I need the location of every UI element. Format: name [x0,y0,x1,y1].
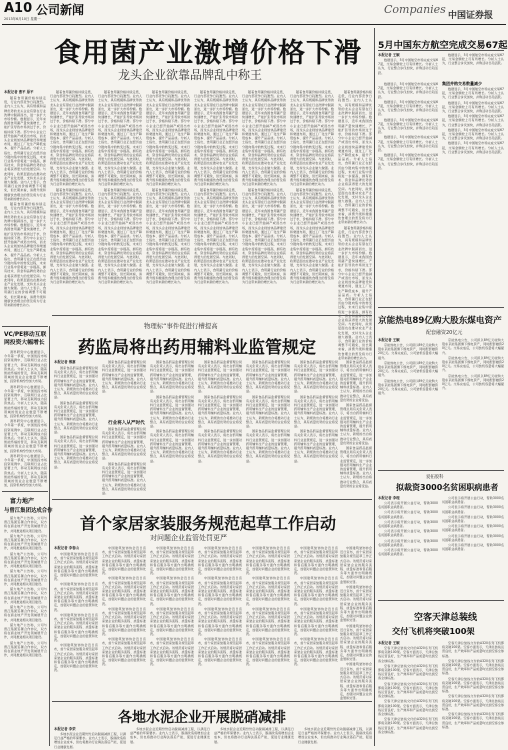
mid-body-col2b: 国家食品药品监督管理总局有关负责人表示，将出台药用辅料行业监管规定，进一步加强对药用辅料生产企业的监督管理，提升药用辅料质量标准。业内人士认为，新规的出台将推动行业整合，具有质量优势的企业将受益。 国家食品药品监督管理总局有关负责人表示，将出台药用辅料行业监管规定，进一步加强对药用辅料生产企业的监督管理，提升药用辅料质量标准。业内人士认为，新规的出台将推动行业整合，具有质量优势的企业将受益。 [102,427,146,496]
right-story2-body-b: 京能热电公告，公司拟以89亿元收购大股东京能集团旗下煤电资产，同时配套融资20亿元。交易完成后，公司装机容量将大幅提升。 京能热电公告，公司拟以89亿元收购大股东京能集团旗下煤电资产，同时配套融资20亿元。交易完成后，公司装机容量将大幅提升。 京能热电公告，公司拟以89亿元收购大股东京能集团旗下煤电资产，同时配套融资20亿元。交易完成后，公司装机容量将大幅提升。 [442,338,504,391]
left-col-rule [2,326,48,327]
mid-body-col4: 国家食品药品监督管理总局有关负责人表示，将出台药用辅料行业监管规定，进一步加强对药用辅料生产企业的监督管理，提升药用辅料质量标准。业内人士认为，新规的出台将推动行业整合，具有质量优势的企业将受益。 国家食品药品监督管理总局有关负责人表示，将出台药用辅料行业监管规定，进一步加强对药用辅料生产企业的监督管理，提升药用辅料质量标准。业内人士认为，新规的出台将推动行业整合，具有质量优势的企业将受益。 国家食品药品监督管理总局有关负责人表示，将出台药用辅料行业监管规定，进一步加强对药用辅料生产企业的监督管理，提升药用辅料质量标准。业内人士认为，新规的出台将推动行业整合，具有质量优势的企业将受益。 [198,360,242,463]
masthead-rule [2,24,506,25]
furn-rule-top [52,499,372,500]
cement-body-col4: 多地水泥企业近期纷纷启动脱硝减排工程，以满足日益严格的环保要求。业内人士表示，脱硝改造将增加企业成本，但也将推动行业淘汰落后产能，促进行业健康发展。 [298,727,372,744]
right-story1-rule [378,50,504,51]
furn-body-col5: 中国建筑装饰协会近日宣布，首个家居家装服务规范起草工作正式启动。该规范将对家居家装企业的服务流程、质量标准和售后服务等方面作出明确规定，加强对问题企业的监管和处罚。 中国建筑装饰协会近日宣布，首个家居家装服务规范起草工作正式启动。该规范将对家居家装企业的服务流程、质量标准和售后服务等方面作出明确规定，加强对问题企业的监管和处罚。 中国建筑装饰协会近日宣布，首个家居家装服务规范起草工作正式启动。该规范将对家居家装企业的服务流程、质量标准和售后服务等方面作出明确规定，加强对问题企业的监管和处罚。 中国建筑装饰协会近日宣布，首个家居家装服务规范起草工作正式启动。该规范将对家居家装企业的服务流程、质量标准和售后服务等方面作出明确规定，加强对问题企业的监管和处罚。 [246,546,290,667]
right-story1-section: 集团并购交易数量减少 [442,81,482,86]
right-story2-subtitle: 配套融资20亿元 [426,330,463,336]
right-story1-body-b: 数据显示，5月中国航空市场完成交易67起，交易金额较上月有所增长。分析人士认为，行业整合步伐加快，并购活动日趋活跃。 [442,53,504,66]
section-tag: Companies [384,3,446,16]
right-story3-kicker: 爱拓股科 [426,475,444,480]
cement-rule-top [52,701,372,702]
mid-body-col2: 国家食品药品监督管理总局有关负责人表示，将出台药用辅料行业监管规定，进一步加强对药用辅料生产企业的监督管理，提升药用辅料质量标准。业内人士认为，新规的出台将推动行业整合，具有质量优势的企业将受益。 [102,360,146,394]
mid-kicker: 物理标“事件促进行槽提高 [144,322,218,330]
right-story4-body-b: 空客天津总装线交付的A320系列飞机即将突破100架。空客方面表示，天津总装线运营良好，生产效率和产品质量均达到空客全球标准。 空客天津总装线交付的A320系列飞机即将突破100架。空客方面表示，天津总装线运营良好，生产效率和产品质量均达到空客全球标准。 空客天津总装线交付的A320系列飞机即将突破100架。空客方面表示，天津总装线运营良好，生产效率和产品质量均达到空客全球标准。 空客天津总装线交付的A320系列飞机即将突破100架。空客方面表示，天津总装线运营良好，生产效率和产品质量均达到空客全球标准。 空客天津总装线交付的A320系列飞机即将突破100架。空客方面表示，天津总装线运营良好，生产效率和产品质量均达到空客全球标准。 [442,641,504,729]
paper-name: 中国证券报 [448,11,494,21]
lead-subhead: 龙头企业欲靠品牌乱中称王 [118,68,263,82]
right-col-divider [374,28,375,746]
right-story3-rule-top [378,470,504,471]
furn-headline: 首个家居家装服务规范起草工作启动 [80,514,337,533]
lead-body-col5: 随着食用菌价格持续走低，行业内部竞争日趋激烈。业内人士认为，具有规模和品牌优势的龙头企业有望在行业洗牌中脱颖而出，进一步扩大市场份额。数据显示，近年来我国食用菌产量快速增长，产能扩张导致市场供过于求，价格持续下滑。部分中小企业已经开始减产或退出市场，而龙头企业则加快品牌建设和渠道布局，通过工厂化生产降低成本、提升产品品质。分析人士指出，食用菌行业正在经历由分散向集中的转变过程，未来行业集中度将进一步提高，拥有技术、资金和品牌优势的企业将获得更大的发展空间。与此同时，政策层面也在推动农业产业化发展，支持龙头企业做大做强。业内人士表示，食用菌行业的价格调整不可避免，但长期来看，消费升级和健康饮食理念的普及将为行业带来新的增长动力。 随着食用菌价格持续走低，行业内部竞争日趋激烈。业内人士认为，具有规模和品牌优势的龙头企业有望在行业洗牌中脱颖而出，进一步扩大市场份额。数据显示，近年来我国食用菌产量快速增长，产能扩张导致市场供过于求，价格持续下滑。部分中小企业已经开始减产或退出市场，而龙头企业则加快品牌建设和渠道布局，通过工厂化生产降低成本、提升产品品质。分析人士指出，食用菌行业正在经历由分散向集中的转变过程，未来行业集中度将进一步提高，拥有技术、资金和品牌优势的企业将获得更大的发展空间。与此同时，政策层面也在推动农业产业化发展，支持龙头企业做大做强。业内人士表示，食用菌行业的价格调整不可避免，但长期来看，消费升级和健康饮食理念的普及将为行业带来新的增长动力。 [194,90,238,285]
lead-headline: 食用菌产业激增价格下滑 [54,38,362,69]
mid-headline: 药监局将出药用辅料业监管规定 [78,338,316,358]
furn-subhead: 对问题企业监管处罚更严 [150,534,227,542]
cement-body-col3: 多地水泥企业近期纷纷启动脱硝减排工程，以满足日益严格的环保要求。业内人士表示，脱硝改造将增加企业成本，但也将推动行业淘汰落后产能，促进行业健康发展。 [214,727,294,744]
masthead [0,0,508,24]
right-story3-byline: 本报记者 李理 [378,496,400,500]
lead-body-col8: 随着食用菌价格持续走低，行业内部竞争日趋激烈。业内人士认为，具有规模和品牌优势的龙头企业有望在行业洗牌中脱颖而出，进一步扩大市场份额。数据显示，近年来我国食用菌产量快速增长，产能扩张导致市场供过于求，价格持续下滑。部分中小企业已经开始减产或退出市场，而龙头企业则加快品牌建设和渠道布局，通过工厂化生产降低成本、提升产品品质。分析人士指出，食用菌行业正在经历由分散向集中的转变过程，未来行业集中度将进一步提高，拥有技术、资金和品牌优势的企业将获得更大的发展空间。与此同时，政策层面也在推动农业产业化发展，支持龙头企业做大做强。业内人士表示，食用菌行业的价格调整不可避免，但长期来看，消费升级和健康饮食理念的普及将为行业带来新的增长动力。 随着食用菌价格持续走低，行业内部竞争日趋激烈。业内人士认为，具有规模和品牌优势的龙头企业有望在行业洗牌中脱颖而出，进一步扩大市场份额。数据显示，近年来我国食用菌产量快速增长，产能扩张导致市场供过于求，价格持续下滑。部分中小企业已经开始减产或退出市场，而龙头企业则加快品牌建设和渠道布局，通过工厂化生产降低成本、提升产品品质。分析人士指出，食用菌行业正在经历由分散向集中的转变过程，未来行业集中度将进一步提高，拥有技术、资金和品牌优势的企业将获得更大的发展空间。与此同时，政策层面也在推动农业产业化发展，支持龙头企业做大做强。业内人士表示，食用菌行业的价格调整不可避免，但长期来看，消费升级和健康饮食理念的普及将为行业带来新的增长动力。 [338,90,372,360]
vcpe-title: VC/PE移动互联网投资大幅增长 [4,332,47,346]
furn-body-col4: 中国建筑装饰协会近日宣布，首个家居家装服务规范起草工作正式启动。该规范将对家居家装企业的服务流程、质量标准和售后服务等方面作出明确规定，加强对问题企业的监管和处罚。 中国建筑装饰协会近日宣布，首个家居家装服务规范起草工作正式启动。该规范将对家居家装企业的服务流程、质量标准和售后服务等方面作出明确规定，加强对问题企业的监管和处罚。 中国建筑装饰协会近日宣布，首个家居家装服务规范起草工作正式启动。该规范将对家居家装企业的服务流程、质量标准和售后服务等方面作出明确规定，加强对问题企业的监管和处罚。 中国建筑装饰协会近日宣布，首个家居家装服务规范起草工作正式启动。该规范将对家居家装企业的服务流程、质量标准和售后服务等方面作出明确规定，加强对问题企业的监管和处罚。 [198,546,242,667]
furn-body-col1: 中国建筑装饰协会近日宣布，首个家居家装服务规范起草工作正式启动。该规范将对家居家装企业的服务流程、质量标准和售后服务等方面作出明确规定，加强对问题企业的监管和处罚。 中国建筑装饰协会近日宣布，首个家居家装服务规范起草工作正式启动。该规范将对家居家装企业的服务流程、质量标准和售后服务等方面作出明确规定，加强对问题企业的监管和处罚。 中国建筑装饰协会近日宣布，首个家居家装服务规范起草工作正式启动。该规范将对家居家装企业的服务流程、质量标准和售后服务等方面作出明确规定，加强对问题企业的监管和处罚。 中国建筑装饰协会近日宣布，首个家居家装服务规范起草工作正式启动。该规范将对家居家装企业的服务流程、质量标准和售后服务等方面作出明确规定，加强对问题企业的监管和处罚。 [54,552,98,673]
right-story1-title: 5月中国东方航空完成交易67起 [378,40,508,51]
cement-body-col1: 多地水泥企业近期纷纷启动脱硝减排工程，以满足日益严格的环保要求。业内人士表示，脱硝改造将增加企业成本，但也将推动行业淘汰落后产能，促进行业健康发展。 [54,732,126,749]
mid-byline: 本报记者 傅嘉 [54,360,76,364]
lead-body-col6: 随着食用菌价格持续走低，行业内部竞争日趋激烈。业内人士认为，具有规模和品牌优势的龙头企业有望在行业洗牌中脱颖而出，进一步扩大市场份额。数据显示，近年来我国食用菌产量快速增长，产能扩张导致市场供过于求，价格持续下滑。部分中小企业已经开始减产或退出市场，而龙头企业则加快品牌建设和渠道布局，通过工厂化生产降低成本、提升产品品质。分析人士指出，食用菌行业正在经历由分散向集中的转变过程，未来行业集中度将进一步提高，拥有技术、资金和品牌优势的企业将获得更大的发展空间。与此同时，政策层面也在推动农业产业化发展，支持龙头企业做大做强。业内人士表示，食用菌行业的价格调整不可避免，但长期来看，消费升级和健康饮食理念的普及将为行业带来新的增长动力。 随着食用菌价格持续走低，行业内部竞争日趋激烈。业内人士认为，具有规模和品牌优势的龙头企业有望在行业洗牌中脱颖而出，进一步扩大市场份额。数据显示，近年来我国食用菌产量快速增长，产能扩张导致市场供过于求，价格持续下滑。部分中小企业已经开始减产或退出市场，而龙头企业则加快品牌建设和渠道布局，通过工厂化生产降低成本、提升产品品质。分析人士指出，食用菌行业正在经历由分散向集中的转变过程，未来行业集中度将进一步提高，拥有技术、资金和品牌优势的企业将获得更大的发展空间。与此同时，政策层面也在推动农业产业化发展，支持龙头企业做大做强。业内人士表示，食用菌行业的价格调整不可避免，但长期来看，消费升级和健康饮食理念的普及将为行业带来新的增长动力。 [242,90,286,285]
right-story3-body-b: 公司表示将开展公益行动，帮助3000名贫困职业病患者。 公司表示将开展公益行动，帮助3000名贫困职业病患者。 公司表示将开展公益行动，帮助3000名贫困职业病患者。 公司表示将开展公益行动，帮助3000名贫困职业病患者。 公司表示将开展公益行动，帮助3000名贫困职业病患者。 公司表示将开展公益行动，帮助3000名贫困职业病患者。 [442,496,504,552]
right-story4-rule-top [378,600,504,601]
furn-body-col6: 中国建筑装饰协会近日宣布，首个家居家装服务规范起草工作正式启动。该规范将对家居家装企业的服务流程、质量标准和售后服务等方面作出明确规定，加强对问题企业的监管和处罚。 中国建筑装饰协会近日宣布，首个家居家装服务规范起草工作正式启动。该规范将对家居家装企业的服务流程、质量标准和售后服务等方面作出明确规定，加强对问题企业的监管和处罚。 中国建筑装饰协会近日宣布，首个家居家装服务规范起草工作正式启动。该规范将对家居家装企业的服务流程、质量标准和售后服务等方面作出明确规定，加强对问题企业的监管和处罚。 中国建筑装饰协会近日宣布，首个家居家装服务规范起草工作正式启动。该规范将对家居家装企业的服务流程、质量标准和售后服务等方面作出明确规定，加强对问题企业的监管和处罚。 [294,546,338,667]
mid-section-label: 行业将入从严时代 [108,421,145,426]
page-number: A10 [4,1,33,16]
mid-body-col5: 国家食品药品监督管理总局有关负责人表示，将出台药用辅料行业监管规定，进一步加强对药用辅料生产企业的监督管理，提升药用辅料质量标准。业内人士认为，新规的出台将推动行业整合，具有质量优势的企业将受益。 国家食品药品监督管理总局有关负责人表示，将出台药用辅料行业监管规定，进一步加强对药用辅料生产企业的监督管理，提升药用辅料质量标准。业内人士认为，新规的出台将推动行业整合，具有质量优势的企业将受益。 国家食品药品监督管理总局有关负责人表示，将出台药用辅料行业监管规定，进一步加强对药用辅料生产企业的监督管理，提升药用辅料质量标准。业内人士认为，新规的出台将推动行业整合，具有质量优势的企业将受益。 [246,360,290,463]
mid-body-col7: 国家食品药品监督管理总局有关负责人表示，将出台药用辅料行业监管规定，进一步加强对药用辅料生产企业的监督管理，提升药用辅料质量标准。业内人士认为，新规的出台将推动行业整合，具有质量优势的企业将受益。 国家食品药品监督管理总局有关负责人表示，将出台药用辅料行业监管规定，进一步加强对药用辅料生产企业的监督管理，提升药用辅料质量标准。业内人士认为，新规的出台将推动行业整合，具有质量优势的企业将受益。 国家食品药品监督管理总局有关负责人表示，将出台药用辅料行业监管规定，进一步加强对药用辅料生产企业的监督管理，提升药用辅料质量标准。业内人士认为，新规的出台将推动行业整合，具有质量优势的企业将受益。 [340,360,372,488]
right-story4-body-a: 空客天津总装线交付的A320系列飞机即将突破100架。空客方面表示，天津总装线运营良好，生产效率和产品质量均达到空客全球标准。 空客天津总装线交付的A320系列飞机即将突破100架。空客方面表示，天津总装线运营良好，生产效率和产品质量均达到空客全球标准。 空客天津总装线交付的A320系列飞机即将突破100架。空客方面表示，天津总装线运营良好，生产效率和产品质量均达到空客全球标准。 空客天津总装线交付的A320系列飞机即将突破100架。空客方面表示，天津总装线运营良好，生产效率和产品质量均达到空客全球标准。 空客天津总装线交付的A320系列飞机即将突破100架。空客方面表示，天津总装线运营良好，生产效率和产品质量均达到空客全球标准。 [378,646,438,734]
furn-body-col2: 中国建筑装饰协会近日宣布，首个家居家装服务规范起草工作正式启动。该规范将对家居家装企业的服务流程、质量标准和售后服务等方面作出明确规定，加强对问题企业的监管和处罚。 中国建筑装饰协会近日宣布，首个家居家装服务规范起草工作正式启动。该规范将对家居家装企业的服务流程、质量标准和售后服务等方面作出明确规定，加强对问题企业的监管和处罚。 中国建筑装饰协会近日宣布，首个家居家装服务规范起草工作正式启动。该规范将对家居家装企业的服务流程、质量标准和售后服务等方面作出明确规定，加强对问题企业的监管和处罚。 中国建筑装饰协会近日宣布，首个家居家装服务规范起草工作正式启动。该规范将对家居家装企业的服务流程、质量标准和售后服务等方面作出明确规定，加强对问题企业的监管和处罚。 [102,546,146,667]
right-story2-rule-top [378,307,504,308]
rf-subtitle: 与曾江集团达成合作 [4,508,53,514]
lead-body-col1: 随着食用菌价格持续走低，行业内部竞争日趋激烈。业内人士认为，具有规模和品牌优势的龙头企业有望在行业洗牌中脱颖而出，进一步扩大市场份额。数据显示，近年来我国食用菌产量快速增长，产能扩张导致市场供过于求，价格持续下滑。部分中小企业已经开始减产或退出市场，而龙头企业则加快品牌建设和渠道布局，通过工厂化生产降低成本、提升产品品质。分析人士指出，食用菌行业正在经历由分散向集中的转变过程，未来行业集中度将进一步提高，拥有技术、资金和品牌优势的企业将获得更大的发展空间。与此同时，政策层面也在推动农业产业化发展，支持龙头企业做大做强。业内人士表示，食用菌行业的价格调整不可避免，但长期来看，消费升级和健康饮食理念的普及将为行业带来新的增长动力。 随着食用菌价格持续走低，行业内部竞争日趋激烈。业内人士认为，具有规模和品牌优势的龙头企业有望在行业洗牌中脱颖而出，进一步扩大市场份额。数据显示，近年来我国食用菌产量快速增长，产能扩张导致市场供过于求，价格持续下滑。部分中小企业已经开始减产或退出市场，而龙头企业则加快品牌建设和渠道布局，通过工厂化生产降低成本、提升产品品质。分析人士指出，食用菌行业正在经历由分散向集中的转变过程，未来行业集中度将进一步提高，拥有技术、资金和品牌优势的企业将获得更大的发展空间。与此同时，政策层面也在推动农业产业化发展，支持龙头企业做大做强。业内人士表示，食用菌行业的价格调整不可避免，但长期来看，消费升级和健康饮食理念的普及将为行业带来新的增长动力。 [4,96,46,307]
lead-byline: 本报记者 曹平 原平 [4,90,34,94]
right-story4-subtitle: 交付飞机将突破100架 [392,626,475,636]
left-col-divider [49,326,50,746]
right-story4-byline: 本报记者 王颖 [378,641,400,645]
issue-date: 2013年6月10日 星期一 [4,17,41,21]
mid-rule-top [52,315,372,316]
furn-body-col3: 中国建筑装饰协会近日宣布，首个家居家装服务规范起草工作正式启动。该规范将对家居家装企业的服务流程、质量标准和售后服务等方面作出明确规定，加强对问题企业的监管和处罚。 中国建筑装饰协会近日宣布，首个家居家装服务规范起草工作正式启动。该规范将对家居家装企业的服务流程、质量标准和售后服务等方面作出明确规定，加强对问题企业的监管和处罚。 中国建筑装饰协会近日宣布，首个家居家装服务规范起草工作正式启动。该规范将对家居家装企业的服务流程、质量标准和售后服务等方面作出明确规定，加强对问题企业的监管和处罚。 中国建筑装饰协会近日宣布，首个家居家装服务规范起草工作正式启动。该规范将对家居家装企业的服务流程、质量标准和售后服务等方面作出明确规定，加强对问题企业的监管和处罚。 [150,546,194,667]
right-story1-body-a: 数据显示，5月中国航空市场完成交易67起，交易金额较上月有所增长。分析人士认为，行业整合步伐加快，并购活动日趋活跃。 [378,58,438,75]
right-story2-title: 京能热电89亿购大股东煤电资产 [378,316,502,326]
right-story1-body-c: 数据显示，5月中国航空市场完成交易67起，交易金额较上月有所增长。分析人士认为，行业整合步伐加快，并购活动日趋活跃。 数据显示，5月中国航空市场完成交易67起，交易金额较上月有所增长。分析人士认为，行业整合步伐加快，并购活动日趋活跃。 数据显示，5月中国航空市场完成交易67起，交易金额较上月有所增长。分析人士认为，行业整合步伐加快，并购活动日趋活跃。 数据显示，5月中国航空市场完成交易67起，交易金额较上月有所增长。分析人士认为，行业整合步伐加快，并购活动日趋活跃。 数据显示，5月中国航空市场完成交易67起，交易金额较上月有所增长。分析人士认为，行业整合步伐加快，并购活动日趋活跃。 [378,82,438,170]
rf-rule [2,491,48,492]
cement-body-col2: 多地水泥企业近期纷纷启动脱硝减排工程，以满足日益严格的环保要求。业内人士表示，脱硝改造将增加企业成本，但也将推动行业淘汰落后产能，促进行业健康发展。 [130,727,210,744]
cement-headline: 各地水泥企业开展脱硝减排 [118,710,286,726]
furn-byline: 本报记者 李春山 [54,546,79,550]
right-story2-body-a: 京能热电公告，公司拟以89亿元收购大股东京能集团旗下煤电资产，同时配套融资20亿元。交易完成后，公司装机容量将大幅提升。 京能热电公告，公司拟以89亿元收购大股东京能集团旗下煤电资产，同时配套融资20亿元。交易完成后，公司装机容量将大幅提升。 京能热电公告，公司拟以89亿元收购大股东京能集团旗下煤电资产，同时配套融资20亿元。交易完成后，公司装机容量将大幅提升。 [378,343,438,396]
rf-body: 富力地产公告称，公司与曾江集团签署合作协议，双方将在商业地产开发领域展开合作，共同推进相关项目建设。 富力地产公告称，公司与曾江集团签署合作协议，双方将在商业地产开发领域展开合作，共同推进相关项目建设。 富力地产公告称，公司与曾江集团签署合作协议，双方将在商业地产开发领域展开合作，共同推进相关项目建设。 富力地产公告称，公司与曾江集团签署合作协议，双方将在商业地产开发领域展开合作，共同推进相关项目建设。 富力地产公告称，公司与曾江集团签署合作协议，双方将在商业地产开发领域展开合作，共同推进相关项目建设。 富力地产公告称，公司与曾江集团签署合作协议，双方将在商业地产开发领域展开合作，共同推进相关项目建设。 富力地产公告称，公司与曾江集团签署合作协议，双方将在商业地产开发领域展开合作，共同推进相关项目建设。 富力地产公告称，公司与曾江集团签署合作协议，双方将在商业地产开发领域展开合作，共同推进相关项目建设。 [4,516,47,658]
rf-title: 富力地产 [10,498,35,505]
section-title: 公司新闻 [36,3,85,17]
lead-body-col2: 随着食用菌价格持续走低，行业内部竞争日趋激烈。业内人士认为，具有规模和品牌优势的龙头企业有望在行业洗牌中脱颖而出，进一步扩大市场份额。数据显示，近年来我国食用菌产量快速增长，产能扩张导致市场供过于求，价格持续下滑。部分中小企业已经开始减产或退出市场，而龙头企业则加快品牌建设和渠道布局，通过工厂化生产降低成本、提升产品品质。分析人士指出，食用菌行业正在经历由分散向集中的转变过程，未来行业集中度将进一步提高，拥有技术、资金和品牌优势的企业将获得更大的发展空间。与此同时，政策层面也在推动农业产业化发展，支持龙头企业做大做强。业内人士表示，食用菌行业的价格调整不可避免，但长期来看，消费升级和健康饮食理念的普及将为行业带来新的增长动力。 随着食用菌价格持续走低，行业内部竞争日趋激烈。业内人士认为，具有规模和品牌优势的龙头企业有望在行业洗牌中脱颖而出，进一步扩大市场份额。数据显示，近年来我国食用菌产量快速增长，产能扩张导致市场供过于求，价格持续下滑。部分中小企业已经开始减产或退出市场，而龙头企业则加快品牌建设和渠道布局，通过工厂化生产降低成本、提升产品品质。分析人士指出，食用菌行业正在经历由分散向集中的转变过程，未来行业集中度将进一步提高，拥有技术、资金和品牌优势的企业将获得更大的发展空间。与此同时，政策层面也在推动农业产业化发展，支持龙头企业做大做强。业内人士表示，食用菌行业的价格调整不可避免，但长期来看，消费升级和健康饮食理念的普及将为行业带来新的增长动力。 [50,90,94,285]
lead-body-col4: 随着食用菌价格持续走低，行业内部竞争日趋激烈。业内人士认为，具有规模和品牌优势的龙头企业有望在行业洗牌中脱颖而出，进一步扩大市场份额。数据显示，近年来我国食用菌产量快速增长，产能扩张导致市场供过于求，价格持续下滑。部分中小企业已经开始减产或退出市场，而龙头企业则加快品牌建设和渠道布局，通过工厂化生产降低成本、提升产品品质。分析人士指出，食用菌行业正在经历由分散向集中的转变过程，未来行业集中度将进一步提高，拥有技术、资金和品牌优势的企业将获得更大的发展空间。与此同时，政策层面也在推动农业产业化发展，支持龙头企业做大做强。业内人士表示，食用菌行业的价格调整不可避免，但长期来看，消费升级和健康饮食理念的普及将为行业带来新的增长动力。 随着食用菌价格持续走低，行业内部竞争日趋激烈。业内人士认为，具有规模和品牌优势的龙头企业有望在行业洗牌中脱颖而出，进一步扩大市场份额。数据显示，近年来我国食用菌产量快速增长，产能扩张导致市场供过于求，价格持续下滑。部分中小企业已经开始减产或退出市场，而龙头企业则加快品牌建设和渠道布局，通过工厂化生产降低成本、提升产品品质。分析人士指出，食用菌行业正在经历由分散向集中的转变过程，未来行业集中度将进一步提高，拥有技术、资金和品牌优势的企业将获得更大的发展空间。与此同时，政策层面也在推动农业产业化发展，支持龙头企业做大做强。业内人士表示，食用菌行业的价格调整不可避免，但长期来看，消费升级和健康饮食理念的普及将为行业带来新的增长动力。 [146,90,190,285]
mid-body-col1: 国家食品药品监督管理总局有关负责人表示，将出台药用辅料行业监管规定，进一步加强对药用辅料生产企业的监督管理，提升药用辅料质量标准。业内人士认为，新规的出台将推动行业整合，具有质量优势的企业将受益。 国家食品药品监督管理总局有关负责人表示，将出台药用辅料行业监管规定，进一步加强对药用辅料生产企业的监督管理，提升药用辅料质量标准。业内人士认为，新规的出台将推动行业整合，具有质量优势的企业将受益。 国家食品药品监督管理总局有关负责人表示，将出台药用辅料行业监管规定，进一步加强对药用辅料生产企业的监督管理，提升药用辅料质量标准。业内人士认为，新规的出台将推动行业整合，具有质量优势的企业将受益。 [54,366,98,469]
right-story2-byline: 本报记者 王颖 [378,338,400,342]
right-story1-body-d: 数据显示，5月中国航空市场完成交易67起，交易金额较上月有所增长。分析人士认为，行业整合步伐加快，并购活动日趋活跃。 数据显示，5月中国航空市场完成交易67起，交易金额较上月有所增长。分析人士认为，行业整合步伐加快，并购活动日趋活跃。 数据显示，5月中国航空市场完成交易67起，交易金额较上月有所增长。分析人士认为，行业整合步伐加快，并购活动日趋活跃。 数据显示，5月中国航空市场完成交易67起，交易金额较上月有所增长。分析人士认为，行业整合步伐加快，并购活动日趋活跃。 数据显示，5月中国航空市场完成交易67起，交易金额较上月有所增长。分析人士认为，行业整合步伐加快，并购活动日趋活跃。 [442,87,504,154]
right-story4-title: 空客天津总装线 [414,613,478,623]
lead-body-col7: 随着食用菌价格持续走低，行业内部竞争日趋激烈。业内人士认为，具有规模和品牌优势的龙头企业有望在行业洗牌中脱颖而出，进一步扩大市场份额。数据显示，近年来我国食用菌产量快速增长，产能扩张导致市场供过于求，价格持续下滑。部分中小企业已经开始减产或退出市场，而龙头企业则加快品牌建设和渠道布局，通过工厂化生产降低成本、提升产品品质。分析人士指出，食用菌行业正在经历由分散向集中的转变过程，未来行业集中度将进一步提高，拥有技术、资金和品牌优势的企业将获得更大的发展空间。与此同时，政策层面也在推动农业产业化发展，支持龙头企业做大做强。业内人士表示，食用菌行业的价格调整不可避免，但长期来看，消费升级和健康饮食理念的普及将为行业带来新的增长动力。 随着食用菌价格持续走低，行业内部竞争日趋激烈。业内人士认为，具有规模和品牌优势的龙头企业有望在行业洗牌中脱颖而出，进一步扩大市场份额。数据显示，近年来我国食用菌产量快速增长，产能扩张导致市场供过于求，价格持续下滑。部分中小企业已经开始减产或退出市场，而龙头企业则加快品牌建设和渠道布局，通过工厂化生产降低成本、提升产品品质。分析人士指出，食用菌行业正在经历由分散向集中的转变过程，未来行业集中度将进一步提高，拥有技术、资金和品牌优势的企业将获得更大的发展空间。与此同时，政策层面也在推动农业产业化发展，支持龙头企业做大做强。业内人士表示，食用菌行业的价格调整不可避免，但长期来看，消费升级和健康饮食理念的普及将为行业带来新的增长动力。 [290,90,334,285]
mid-body-col3: 国家食品药品监督管理总局有关负责人表示，将出台药用辅料行业监管规定，进一步加强对药用辅料生产企业的监督管理，提升药用辅料质量标准。业内人士认为，新规的出台将推动行业整合，具有质量优势的企业将受益。 国家食品药品监督管理总局有关负责人表示，将出台药用辅料行业监管规定，进一步加强对药用辅料生产企业的监督管理，提升药用辅料质量标准。业内人士认为，新规的出台将推动行业整合，具有质量优势的企业将受益。 国家食品药品监督管理总局有关负责人表示，将出台药用辅料行业监管规定，进一步加强对药用辅料生产企业的监督管理，提升药用辅料质量标准。业内人士认为，新规的出台将推动行业整合，具有质量优势的企业将受益。 [150,360,194,463]
vcpe-body: 清科研究中心数据显示，今年第一季度，中国创投市场投资案例中，互联网行业占比显著上升，移动互联网成为投资热点。分析人士认为，随着智能终端的普及，移动互联网领域的创业企业数量不断增加，投资机构纷纷加大布局。 清科研究中心数据显示，今年第一季度，中国创投市场投资案例中，互联网行业占比显著上升，移动互联网成为投资热点。分析人士认为，随着智能终端的普及，移动互联网领域的创业企业数量不断增加，投资机构纷纷加大布局。 清科研究中心数据显示，今年第一季度，中国创投市场投资案例中，互联网行业占比显著上升，移动互联网成为投资热点。分析人士认为，随着智能终端的普及，移动互联网领域的创业企业数量不断增加，投资机构纷纷加大布局。 清科研究中心数据显示，今年第一季度，中国创投市场投资案例中，互联网行业占比显著上升，移动互联网成为投资热点。分析人士认为，随着智能终端的普及，移动互联网领域的创业企业数量不断增加，投资机构纷纷加大布局。 [4,350,47,488]
lead-body-col3: 随着食用菌价格持续走低，行业内部竞争日趋激烈。业内人士认为，具有规模和品牌优势的龙头企业有望在行业洗牌中脱颖而出，进一步扩大市场份额。数据显示，近年来我国食用菌产量快速增长，产能扩张导致市场供过于求，价格持续下滑。部分中小企业已经开始减产或退出市场，而龙头企业则加快品牌建设和渠道布局，通过工厂化生产降低成本、提升产品品质。分析人士指出，食用菌行业正在经历由分散向集中的转变过程，未来行业集中度将进一步提高，拥有技术、资金和品牌优势的企业将获得更大的发展空间。与此同时，政策层面也在推动农业产业化发展，支持龙头企业做大做强。业内人士表示，食用菌行业的价格调整不可避免，但长期来看，消费升级和健康饮食理念的普及将为行业带来新的增长动力。 随着食用菌价格持续走低，行业内部竞争日趋激烈。业内人士认为，具有规模和品牌优势的龙头企业有望在行业洗牌中脱颖而出，进一步扩大市场份额。数据显示，近年来我国食用菌产量快速增长，产能扩张导致市场供过于求，价格持续下滑。部分中小企业已经开始减产或退出市场，而龙头企业则加快品牌建设和渠道布局，通过工厂化生产降低成本、提升产品品质。分析人士指出，食用菌行业正在经历由分散向集中的转变过程，未来行业集中度将进一步提高，拥有技术、资金和品牌优势的企业将获得更大的发展空间。与此同时，政策层面也在推动农业产业化发展，支持龙头企业做大做强。业内人士表示，食用菌行业的价格调整不可避免，但长期来看，消费升级和健康饮食理念的普及将为行业带来新的增长动力。 [98,90,142,285]
cement-byline: 本报记者 李荣 [54,727,76,731]
right-story1-byline: 本报记者 王颖 [378,53,400,57]
right-story3-title: 拟裁资3000名贫困职病患者 [396,483,499,492]
right-story3-body-a: 公司表示将开展公益行动，帮助3000名贫困职业病患者。 公司表示将开展公益行动，帮助3000名贫困职业病患者。 公司表示将开展公益行动，帮助3000名贫困职业病患者。 公司表示将开展公益行动，帮助3000名贫困职业病患者。 公司表示将开展公益行动，帮助3000名贫困职业病患者。 公司表示将开展公益行动，帮助3000名贫困职业病患者。 [378,501,438,557]
mid-body-col6: 国家食品药品监督管理总局有关负责人表示，将出台药用辅料行业监管规定，进一步加强对药用辅料生产企业的监督管理，提升药用辅料质量标准。业内人士认为，新规的出台将推动行业整合，具有质量优势的企业将受益。 国家食品药品监督管理总局有关负责人表示，将出台药用辅料行业监管规定，进一步加强对药用辅料生产企业的监督管理，提升药用辅料质量标准。业内人士认为，新规的出台将推动行业整合，具有质量优势的企业将受益。 国家食品药品监督管理总局有关负责人表示，将出台药用辅料行业监管规定，进一步加强对药用辅料生产企业的监督管理，提升药用辅料质量标准。业内人士认为，新规的出台将推动行业整合，具有质量优势的企业将受益。 [294,360,338,463]
furn-body-col7: 中国建筑装饰协会近日宣布，首个家居家装服务规范起草工作正式启动。该规范将对家居家装企业的服务流程、质量标准和售后服务等方面作出明确规定，加强对问题企业的监管和处罚。 中国建筑装饰协会近日宣布，首个家居家装服务规范起草工作正式启动。该规范将对家居家装企业的服务流程、质量标准和售后服务等方面作出明确规定，加强对问题企业的监管和处罚。 中国建筑装饰协会近日宣布，首个家居家装服务规范起草工作正式启动。该规范将对家居家装企业的服务流程、质量标准和售后服务等方面作出明确规定，加强对问题企业的监管和处罚。 中国建筑装饰协会近日宣布，首个家居家装服务规范起草工作正式启动。该规范将对家居家装企业的服务流程、质量标准和售后服务等方面作出明确规定，加强对问题企业的监管和处罚。 [340,546,372,701]
